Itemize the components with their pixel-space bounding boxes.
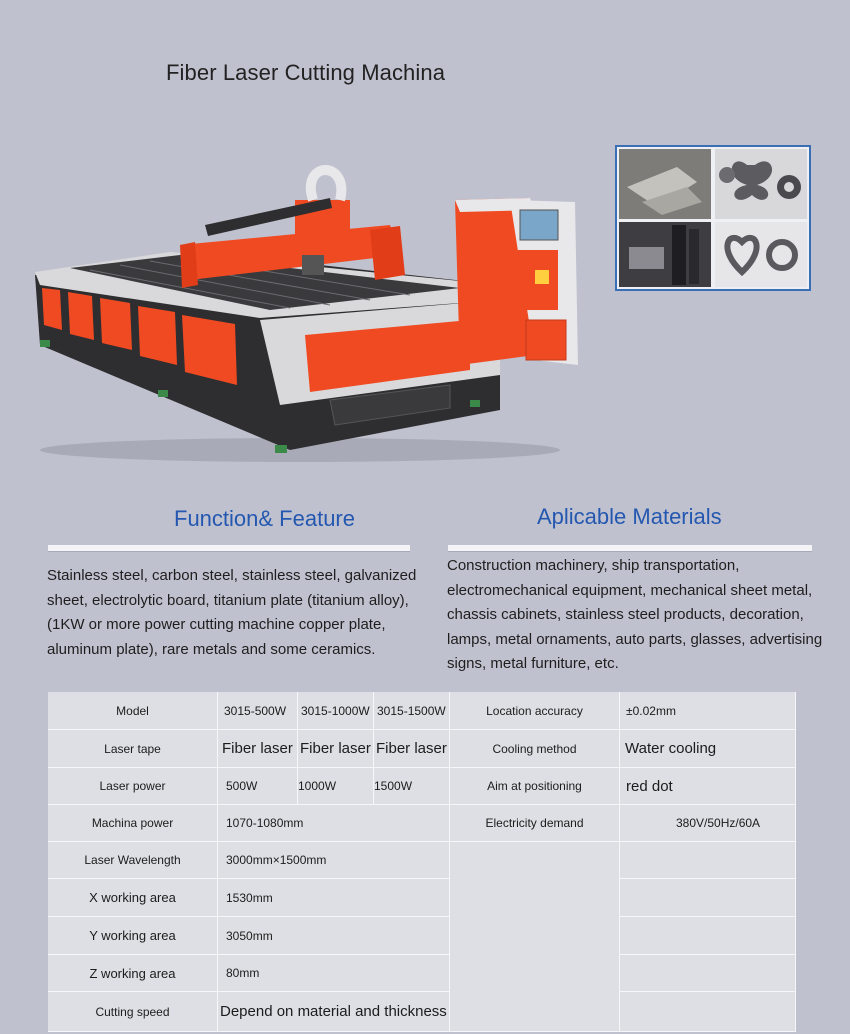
empty-cell-right-4	[620, 955, 796, 992]
location-accuracy-value: ±0.02mm	[620, 692, 796, 730]
laser-cutting-machine-image	[30, 160, 590, 470]
z-working-area-value: 80mm	[218, 955, 450, 992]
laser-power-value-1: 500W	[218, 768, 298, 805]
function-feature-text: Stainless steel, carbon steel, stainless steel, galvanized sheet, electrolytic board, titanium plate (titanium alloy), (1KW or more power cutting machine copper plate, aluminum plate), rare metals and some ceramics.	[47, 567, 417, 658]
label-machina-power: Machina power	[48, 805, 218, 842]
label-electricity-demand: Electricity demand	[450, 805, 620, 842]
model-value-2: 3015-1000W	[298, 692, 374, 730]
x-working-area-value: 1530mm	[218, 879, 450, 917]
spec-table	[48, 692, 796, 1032]
label-laser-power: Laser power	[48, 768, 218, 805]
label-cooling-method: Cooling method	[450, 730, 620, 768]
applicable-materials-text: Construction machinery, ship transportation, electromechanical equipment, mechanical sheet metal, chassis cabinets, stainless steel products, decoration, lamps, metal ornaments, auto parts, glasses, advertising signs, metal furniture, etc.	[447, 557, 823, 672]
laser-wavelength-value: 3000mm×1500mm	[218, 842, 450, 879]
function-divider	[48, 545, 410, 551]
empty-cell-right-5	[620, 992, 796, 1032]
label-location-accuracy: Location accuracy	[450, 692, 620, 730]
empty-cell-right-1	[620, 842, 796, 879]
function-feature-heading: Function& Feature	[174, 506, 355, 531]
label-aim-at-positioning: Aim at positioning	[450, 768, 620, 805]
model-value-3: 3015-1500W	[374, 692, 450, 730]
laser-power-value-3: 1500W	[374, 768, 450, 805]
label-cutting-speed: Cutting speed	[48, 992, 218, 1032]
label-z-working-area: Z working area	[48, 955, 218, 992]
y-working-area-value: 3050mm	[218, 917, 450, 955]
page-title: Fiber Laser Cutting Machina	[166, 60, 446, 85]
model-value-1: 3015-500W	[218, 692, 298, 730]
label-laser-tape: Laser tape	[48, 730, 218, 768]
label-laser-wavelength: Laser Wavelength	[48, 842, 218, 879]
label-model: Model	[48, 692, 218, 730]
laser-tape-value-2: Fiber laser	[298, 730, 374, 768]
laser-tape-value-1: Fiber laser	[218, 730, 298, 768]
empty-cell-right-3	[620, 917, 796, 955]
cutting-speed-value: Depend on material and thickness	[218, 992, 450, 1032]
empty-cell-right-label	[450, 842, 620, 1032]
electricity-demand-value: 380V/50Hz/60A	[620, 805, 796, 842]
applicable-materials-heading: Aplicable Materials	[537, 504, 722, 529]
cooling-method-value: Water cooling	[620, 730, 796, 768]
laser-power-value-2: 1000W	[298, 768, 374, 805]
sample-products-image	[615, 145, 811, 291]
materials-divider	[448, 545, 812, 551]
machina-power-value: 1070-1080mm	[218, 805, 450, 842]
empty-cell-right-2	[620, 879, 796, 917]
label-y-working-area: Y working area	[48, 917, 218, 955]
laser-tape-value-3: Fiber laser	[374, 730, 450, 768]
label-x-working-area: X working area	[48, 879, 218, 917]
aim-at-positioning-value: red dot	[620, 768, 796, 805]
